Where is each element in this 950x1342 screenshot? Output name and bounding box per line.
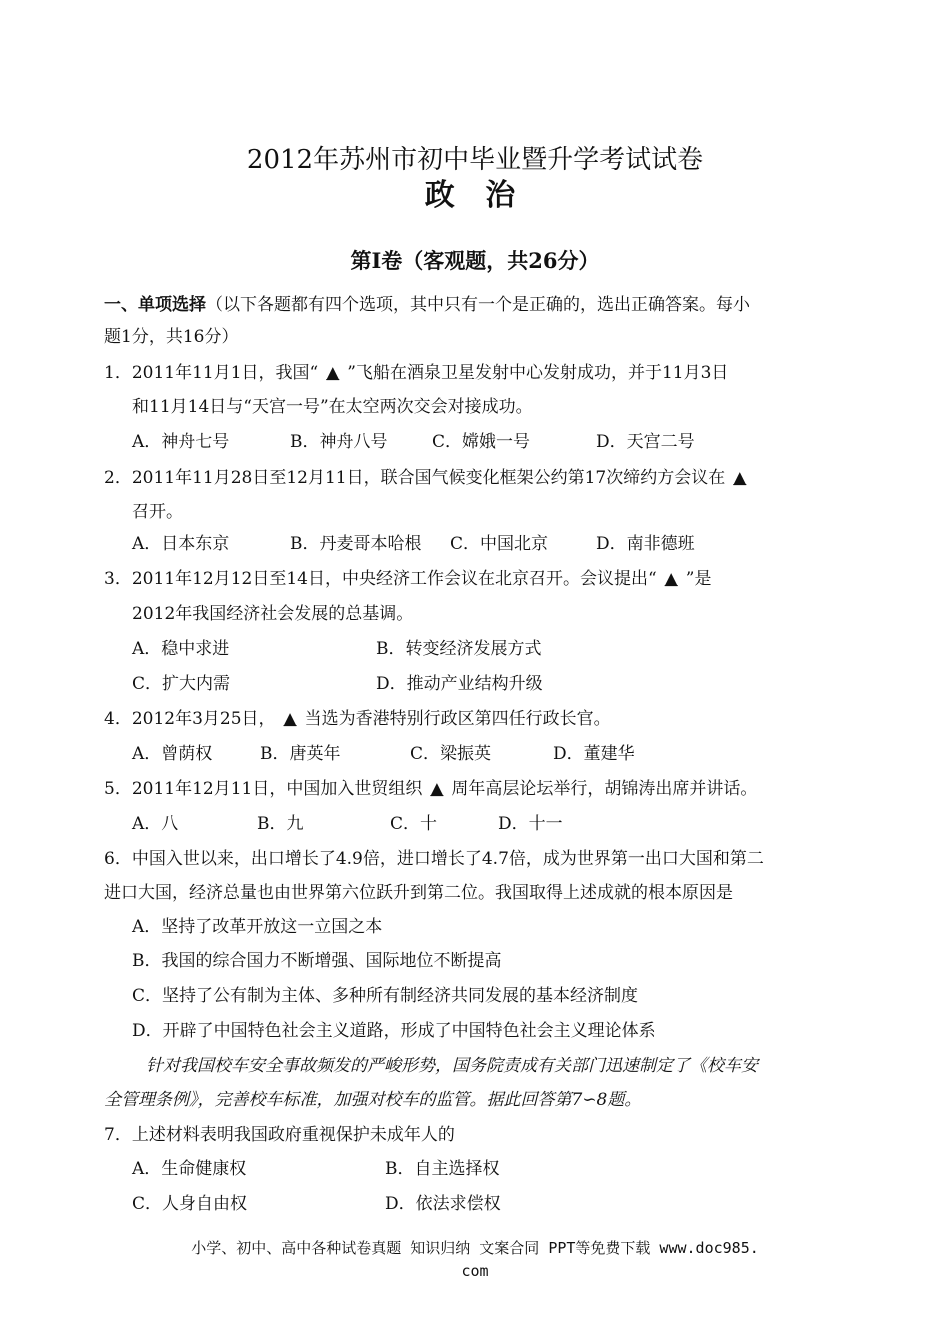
material-line2: 全管理条例》，完善校车标准，加强对校车的监管。据此回答第7∽8题。 (104, 1090, 642, 1110)
section-heading: 第I卷（客观题，共26分） (350, 248, 600, 273)
q5-option-a: A．八 (132, 814, 179, 834)
q4-text-b: 当选为香港特别行政区第四任行政长官。 (304, 709, 611, 729)
q4-text-a: 4．2012年3月25日， (104, 709, 276, 729)
q2-option-a: A．日本东京 (132, 534, 230, 554)
q4-blank: ▲ (283, 709, 297, 729)
q3-text-a: 3．2011年12月12日至14日，中央经济工作会议在北京召开。会议提出“ (104, 569, 657, 589)
q4-option-b: B．唐英年 (260, 744, 341, 764)
q6-option-d: D．开辟了中国特色社会主义道路，形成了中国特色社会主义理论体系 (132, 1021, 656, 1041)
q2-option-d: D．南非德班 (596, 534, 695, 554)
q3-text-b: ”是 (685, 569, 712, 589)
q2-blank: ▲ (733, 468, 747, 488)
q3-line1 (104, 568, 711, 590)
footer-line2: com (461, 1262, 489, 1280)
q4-option-d: D．董建华 (553, 744, 635, 764)
q1-option-d: D．天宫二号 (596, 432, 695, 452)
q3-option-b: B．转变经济发展方式 (376, 639, 542, 659)
q5-option-c: C．十 (390, 814, 438, 834)
q3-option-d: D．推动产业结构升级 (376, 674, 543, 694)
q7-option-a: A．生命健康权 (132, 1159, 247, 1179)
q6-option-b: B．我国的综合国力不断增强、国际地位不断提高 (132, 951, 502, 971)
q6-line1: 6．中国入世以来，出口增长了4.9倍，进口增长了4.7倍，成为世界第一出口大国和第二 (104, 849, 764, 869)
q5-blank: ▲ (430, 779, 444, 799)
q6-option-c: C．坚持了公有制为主体、多种所有制经济共同发展的基本经济制度 (132, 986, 639, 1006)
q1-blank: ▲ (326, 363, 340, 383)
q1-text-b: ”飞船在酒泉卫星发射中心发射成功，并于11月3日 (347, 363, 729, 383)
q7-option-b: B．自主选择权 (385, 1159, 500, 1179)
q1-option-b: B．神舟八号 (290, 432, 388, 452)
q7-option-d: D．依法求偿权 (385, 1194, 501, 1214)
q1-text-a: 1．2011年11月1日，我国“ (104, 363, 319, 383)
q2-line1 (104, 467, 754, 489)
q5-line1 (104, 778, 757, 800)
exam-title: 2012年苏州市初中毕业暨升学考试试卷 (246, 145, 704, 175)
subject-title: 政 治 (424, 178, 526, 213)
q2-option-b: B．丹麦哥本哈根 (290, 534, 422, 554)
q3-blank: ▲ (664, 569, 678, 589)
q3-option-c: C．扩大内需 (132, 674, 231, 694)
q1-option-c: C．嫦娥一号 (432, 432, 531, 452)
q2-text-a: 2．2011年11月28日至12月11日，联合国气候变化框架公约第17次缔约方会议在 (104, 468, 726, 488)
q1-line2: 和11月14日与“天宫一号”在太空两次交会对接成功。 (132, 397, 533, 417)
q2-option-c: C．中国北京 (450, 534, 549, 554)
q5-option-d: D．十一 (498, 814, 563, 834)
q1-option-a: A．神舟七号 (132, 432, 230, 452)
q3-option-a: A．稳中求进 (132, 639, 230, 659)
q4-option-a: A．曾荫权 (132, 744, 213, 764)
part1-heading (104, 294, 750, 316)
q3-line2: 2012年我国经济社会发展的总基调。 (132, 604, 414, 624)
q4-line1 (104, 708, 611, 730)
q6-line2: 进口大国，经济总量也由世界第六位跃升到第二位。我国取得上述成就的根本原因是 (104, 883, 733, 903)
q7-line1: 7．上述材料表明我国政府重视保护未成年人的 (104, 1125, 455, 1145)
q5-text-b: 周年高层论坛举行，胡锦涛出席并讲话。 (451, 779, 758, 799)
part1-heading-bold: 一、单项选择 (104, 295, 206, 315)
q7-option-c: C．人身自由权 (132, 1194, 248, 1214)
part1-heading-cont: 题1分，共16分） (104, 327, 239, 347)
q2-line2: 召开。 (132, 502, 183, 522)
material-line1: 针对我国校车安全事故频发的严峻形势，国务院责成有关部门迅速制定了《校车安 (146, 1056, 758, 1076)
q6-option-a: A．坚持了改革开放这一立国之本 (132, 917, 383, 937)
q5-option-b: B．九 (257, 814, 304, 834)
q1-line1 (104, 362, 728, 384)
part1-heading-rest: （以下各题都有四个选项，其中只有一个是正确的，选出正确答案。每小 (206, 295, 750, 315)
footer-line1: 小学、初中、高中各种试卷真题 知识归纳 文案合同 PPT等免费下载 www.doc985. (191, 1239, 759, 1257)
q5-text-a: 5．2011年12月11日，中国加入世贸组织 (104, 779, 423, 799)
q4-option-c: C．梁振英 (410, 744, 492, 764)
